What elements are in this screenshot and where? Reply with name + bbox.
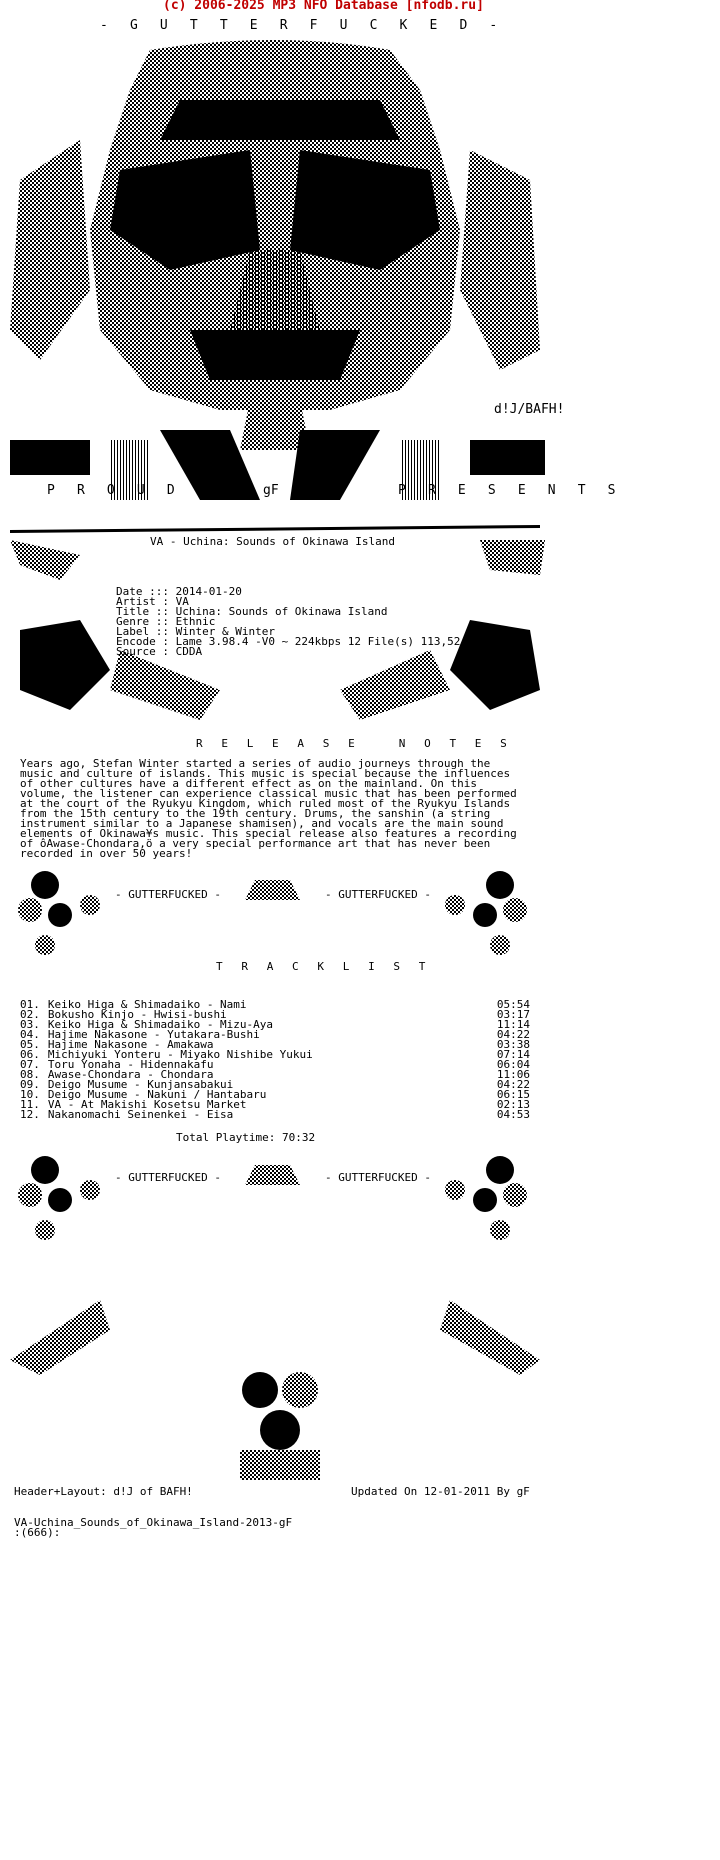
track-time: 11:14 (496, 1018, 530, 1031)
track-title: Keiko Higa & Shimadaiko - Mizu-Aya (47, 1018, 274, 1031)
tracklist (20, 1000, 530, 1120)
proudly-text: P R O U D L Y (47, 483, 242, 498)
info-artist: Artist : VA (116, 595, 189, 608)
track-number: 02. (20, 1008, 40, 1021)
credit-left: Header+Layout: d!J of BAFH! (14, 1485, 193, 1498)
art-credit: d!J/BAFH! (494, 402, 565, 417)
info-date: Date ::: 2014-01-20 (116, 585, 242, 598)
track-title: Deigo Musume - Nakuni / Hantabaru (47, 1088, 267, 1101)
track-number: 05. (20, 1038, 40, 1051)
notes-line: Years ago, Stefan Winter started a series of audio journeys through the (20, 757, 491, 770)
track-time: 05:54 (496, 998, 530, 1011)
release-info (116, 587, 480, 657)
divider-label-left: - GUTTERFUCKED - (115, 1171, 221, 1184)
track-title: Hajime Nakasone - Amakawa (47, 1038, 214, 1051)
track-time: 03:17 (496, 1008, 530, 1021)
notes-line: at the court of the Ryukyu Kingdom, which ruled most of the Ryukyu Islands (20, 797, 511, 810)
tracklist-heading: T R A C K L I S T (216, 960, 432, 973)
divider-label-right: - GUTTERFUCKED - (325, 1171, 431, 1184)
info-source: Source : CDDA (116, 645, 203, 658)
notes-heading: R E L E A S E N O T E S (196, 737, 513, 750)
signature: :(666): (14, 1526, 61, 1539)
track-number: 12. (20, 1108, 40, 1121)
notes-line: of other cultures have a different effect as on the mainland. On this (20, 777, 477, 790)
divider-art (0, 865, 560, 965)
track-time: 07:14 (496, 1048, 530, 1061)
track-number: 09. (20, 1078, 40, 1091)
notes-line: music and culture of islands. This music is special because the influences (20, 767, 511, 780)
track-number: 06. (20, 1048, 40, 1061)
track-title: Deigo Musume - Kunjansabakui (47, 1078, 234, 1091)
credit-right: Updated On 12-01-2011 By gF (351, 1485, 530, 1498)
skull-ascii-art (0, 30, 560, 510)
track-time: 03:38 (496, 1038, 530, 1051)
notes-line: from the 15th century to the 19th century. Drums, the sanshin (a string (20, 807, 491, 820)
bottom-ornament-art (0, 1280, 560, 1480)
track-title: Nakanomachi Seinenkei - Eisa (47, 1108, 234, 1121)
track-title: Michiyuki Yonteru - Miyako Nishibe Yukui (47, 1048, 313, 1061)
track-number: 03. (20, 1018, 40, 1031)
copyright-link[interactable]: (c) 2006-2025 MP3 NFO Database [nfodb.ru] (163, 0, 484, 13)
track-title: Toru Yonaha - Hidennakafu (47, 1058, 214, 1071)
notes-line: volume, the listener can experience classical music that has been performed (20, 787, 517, 800)
notes-line: elements of Okinawa¥s music. This special release also features a recording (20, 827, 517, 840)
track-title: Awase-Chondara - Chondara (47, 1068, 214, 1081)
total-playtime: Total Playtime: 70:32 (176, 1131, 316, 1144)
track-number: 08. (20, 1068, 40, 1081)
divider-label-left: - GUTTERFUCKED - (115, 888, 221, 901)
info-title: Title :: Uchina: Sounds of Okinawa Island (116, 605, 388, 618)
track-number: 01. (20, 998, 40, 1011)
track-title: Keiko Higa & Shimadaiko - Nami (47, 998, 247, 1011)
track-time: 06:04 (496, 1058, 530, 1071)
release-filename: VA-Uchina_Sounds_of_Okinawa_Island-2013-gF (14, 1516, 293, 1529)
track-number: 04. (20, 1028, 40, 1041)
divider-art (0, 1150, 560, 1250)
track-time: 04:22 (496, 1078, 530, 1091)
release-notes (20, 759, 517, 859)
track-time: 11:06 (496, 1068, 530, 1081)
release-title: VA - Uchina: Sounds of Okinawa Island (150, 535, 396, 548)
track-number: 11. (20, 1098, 40, 1111)
track-number: 10. (20, 1088, 40, 1101)
info-genre: Genre :: Ethnic (116, 615, 216, 628)
track-title: Hajime Nakasone - Yutakara-Bushi (47, 1028, 260, 1041)
track-title: Bokusho Kinjo - Hwisi-bushi (47, 1008, 227, 1021)
notes-line: recorded in over 50 years! (20, 847, 193, 860)
group-banner: - G U T T E R F U C K E D - (100, 18, 505, 33)
group-short: gF (263, 483, 279, 498)
track-time: 04:53 (496, 1108, 530, 1121)
track-number: 07. (20, 1058, 40, 1071)
track-time: 06:15 (496, 1088, 530, 1101)
presents-text: P R E S E N T S (398, 483, 623, 498)
info-encode: Encode : Lame 3.98.4 -V0 ~ 224kbps 12 File(s) 113,52 MB (116, 635, 481, 648)
track-row (20, 1110, 530, 1120)
track-title: VA - At Makishi Kosetsu Market (47, 1098, 247, 1111)
info-label: Label :: Winter & Winter (116, 625, 275, 638)
notes-line: of ôAwase-Chondara,ö a very special performance art that has never been (20, 837, 491, 850)
divider-label-right: - GUTTERFUCKED - (325, 888, 431, 901)
track-time: 04:22 (496, 1028, 530, 1041)
track-time: 02:13 (496, 1098, 530, 1111)
notes-line: instrument similar to a Japanese shamisen), and vocals are the main sound (20, 817, 504, 830)
